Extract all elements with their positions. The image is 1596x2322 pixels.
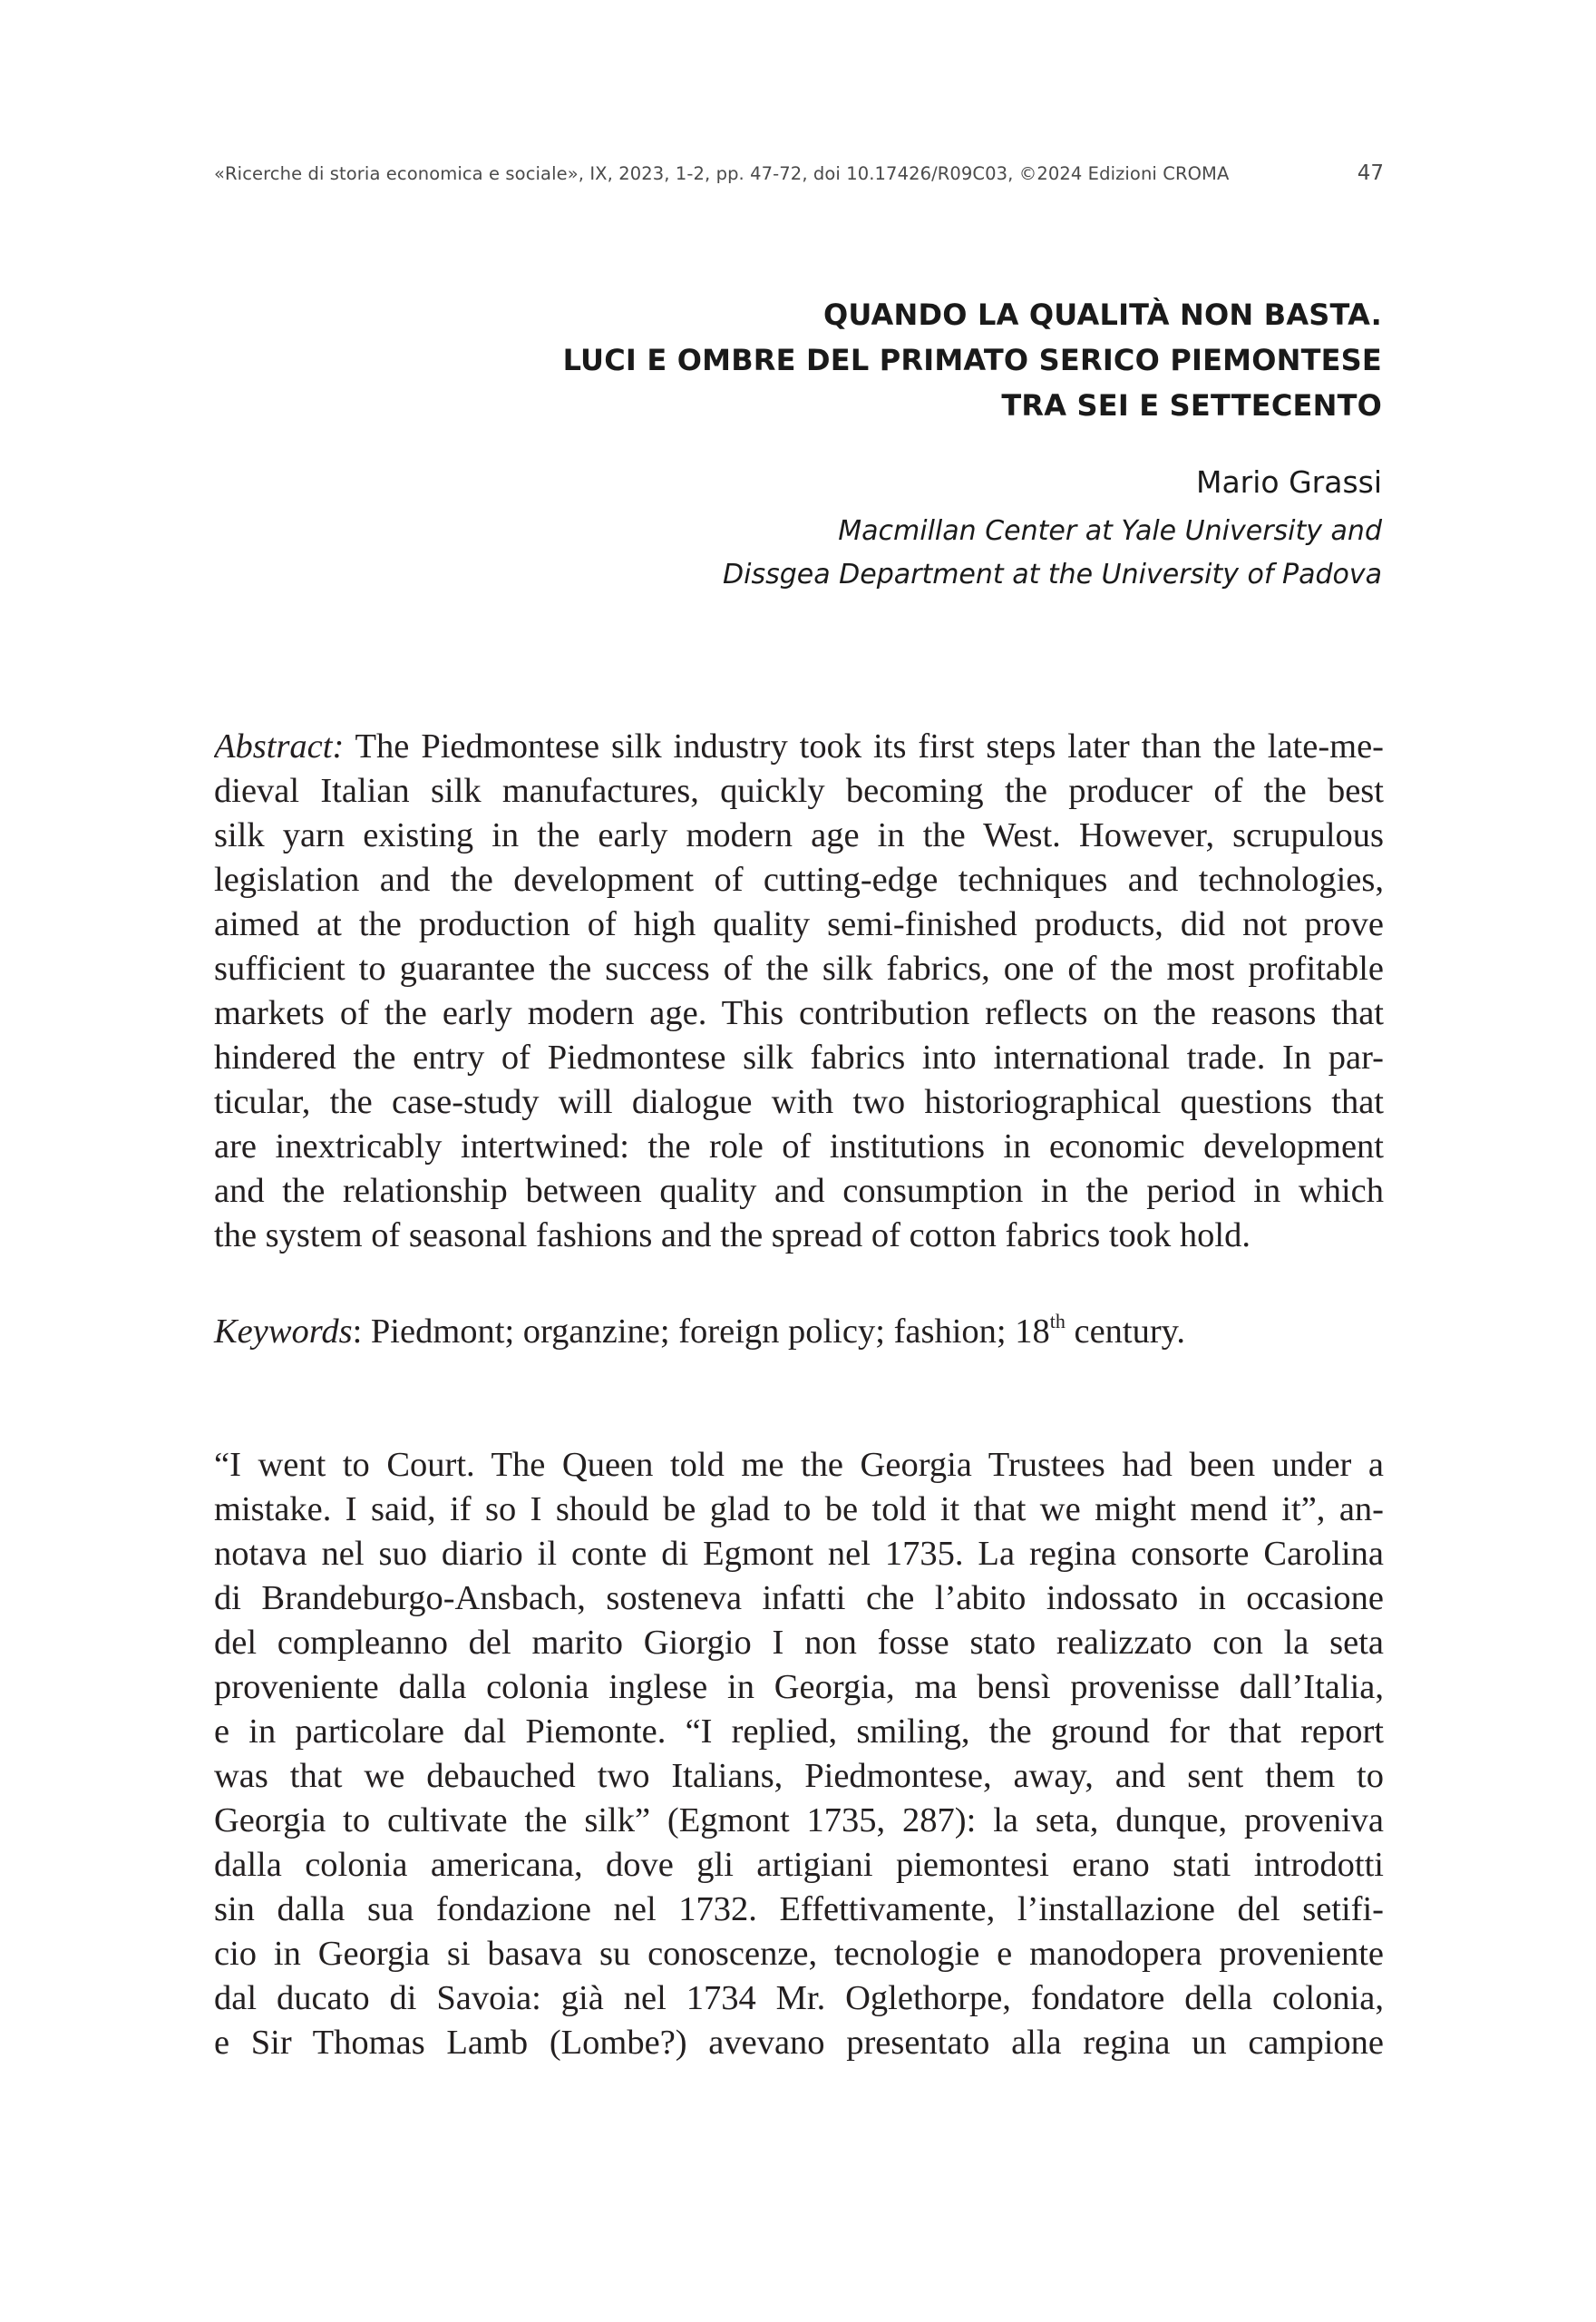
abstract-line: and the relationship between quality and consumption in the period in which — [214, 1172, 1384, 1210]
body-line: e Sir Thomas Lamb (Lombe?) avevano presentato alla regina un campione — [214, 2024, 1384, 2062]
keywords-text: : Piedmont; organzine; foreign policy; fashion; 18 — [352, 1312, 1050, 1351]
abstract-line: sufficient to guarantee the success of the silk fabrics, one of the most profitable — [214, 950, 1384, 988]
keywords-text-end: century. — [1065, 1312, 1186, 1351]
body-line: cio in Georgia si basava su conoscenze, tecnologie e manodopera proveniente — [214, 1935, 1384, 1973]
page-number: 47 — [1357, 161, 1384, 185]
title-line: TRA SEI E SETTECENTO — [1001, 388, 1382, 423]
abstract-line: the system of seasonal fashions and the spread of cotton fabrics took hold. — [214, 1216, 1251, 1254]
abstract-label: Abstract: — [214, 727, 345, 766]
body-line: was that we debauched two Italians, Piedmontese, away, and sent them to — [214, 1757, 1384, 1795]
title-line: LUCI E OMBRE DEL PRIMATO SERICO PIEMONTESE — [562, 343, 1382, 377]
body-line: di Brandeburgo-Ansbach, sosteneva infatti che l’abito indossato in occasione — [214, 1579, 1384, 1617]
abstract-line: ticular, the case-study will dialogue with two historiographical questions that — [214, 1083, 1384, 1121]
article-title — [384, 292, 1382, 428]
abstract-line: dieval Italian silk manufactures, quickly becoming the producer of the best — [214, 772, 1384, 810]
abstract-line: hindered the entry of Piedmontese silk fabrics into international trade. In par- — [214, 1039, 1384, 1077]
author-name: Mario Grassi — [1195, 464, 1382, 500]
body-line: notava nel suo diario il conte di Egmont nel 1735. La regina consorte Carolina — [214, 1535, 1384, 1573]
abstract-line: markets of the early modern age. This contribution reflects on the reasons that — [214, 994, 1384, 1032]
abstract-line: are inextricably intertwined: the role of institutions in economic development — [214, 1127, 1384, 1166]
body-line: mistake. I said, if so I should be glad to be told it that we might mend it”, an- — [214, 1490, 1384, 1528]
abstract-line: silk yarn existing in the early modern age in the West. However, scrupulous — [214, 816, 1384, 854]
keywords-label: Keywords — [214, 1312, 353, 1351]
body-line: proveniente dalla colonia inglese in Georgia, ma bensì provenisse dall’Italia, — [214, 1668, 1384, 1706]
abstract-line: legislation and the development of cutting-edge techniques and technologies, — [214, 861, 1384, 899]
title-line: QUANDO LA QUALITÀ NON BASTA. — [822, 298, 1382, 332]
body-line: e in particolare dal Piemonte. “I replied, smiling, the ground for that report — [214, 1712, 1384, 1751]
body-line: dalla colonia americana, dove gli artigiani piemontesi erano stati introdotti — [214, 1846, 1384, 1884]
author-affiliation — [384, 510, 1382, 597]
running-head: «Ricerche di storia economica e sociale», IX, 2023, 1-2, pp. 47-72, doi 10.17426/R09C03, ©2024 Edizioni CROMA — [214, 163, 1230, 184]
affiliation-line: Dissgea Department at the University of Padova — [723, 559, 1382, 590]
keywords — [214, 1310, 1384, 1354]
abstract-line — [214, 725, 1384, 769]
body-line: dal ducato di Savoia: già nel 1734 Mr. Oglethorpe, fondatore della colonia, — [214, 1979, 1384, 2017]
abstract-line-text: The Piedmontese silk industry took its first steps later than the late-me- — [344, 727, 1384, 766]
body-paragraph — [214, 1443, 1384, 2065]
abstract — [214, 725, 1384, 1258]
body-line: del compleanno del marito Giorgio I non fosse stato realizzato con la seta — [214, 1624, 1384, 1662]
keywords-superscript: th — [1049, 1310, 1066, 1332]
affiliation-line: Macmillan Center at Yale University and — [838, 515, 1382, 547]
body-line: sin dalla sua fondazione nel 1732. Effettivamente, l’installazione del setifi- — [214, 1890, 1384, 1928]
body-line: “I went to Court. The Queen told me the Georgia Trustees had been under a — [214, 1446, 1384, 1484]
body-line: Georgia to cultivate the silk” (Egmont 1735, 287): la seta, dunque, proveniva — [214, 1801, 1384, 1839]
abstract-line: aimed at the production of high quality semi-finished products, did not prove — [214, 905, 1384, 943]
